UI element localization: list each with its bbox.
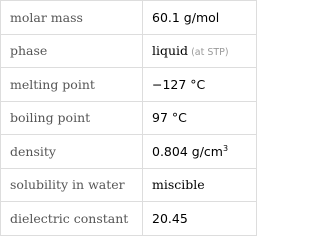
table-row-molar-mass bbox=[1, 1, 257, 35]
table-row-density bbox=[1, 135, 257, 169]
table-row-dielectric-constant bbox=[1, 202, 257, 236]
row-label: solubility in water bbox=[1, 168, 143, 202]
table-row-phase bbox=[1, 34, 257, 68]
row-value: 20.45 bbox=[143, 202, 257, 236]
row-value-superscript: 3 bbox=[222, 143, 229, 153]
row-value: −127 °C bbox=[143, 68, 257, 102]
row-value: miscible bbox=[143, 168, 257, 202]
row-label: density bbox=[1, 135, 143, 169]
row-value-cell bbox=[143, 135, 257, 169]
row-note: (at STP) bbox=[191, 47, 229, 59]
row-label: phase bbox=[1, 34, 143, 68]
row-value: 60.1 g/mol bbox=[143, 1, 257, 35]
row-value: liquid bbox=[152, 43, 189, 59]
row-value-cell bbox=[143, 34, 257, 68]
table-row-melting-point bbox=[1, 68, 257, 102]
row-value: 97 °C bbox=[143, 101, 257, 135]
row-label: boiling point bbox=[1, 101, 143, 135]
row-value: 0.804 g/cm bbox=[152, 143, 223, 159]
table-row-boiling-point bbox=[1, 101, 257, 135]
row-label: dielectric constant bbox=[1, 202, 143, 236]
row-label: melting point bbox=[1, 68, 143, 102]
row-label: molar mass bbox=[1, 1, 143, 35]
table-row-solubility bbox=[1, 168, 257, 202]
